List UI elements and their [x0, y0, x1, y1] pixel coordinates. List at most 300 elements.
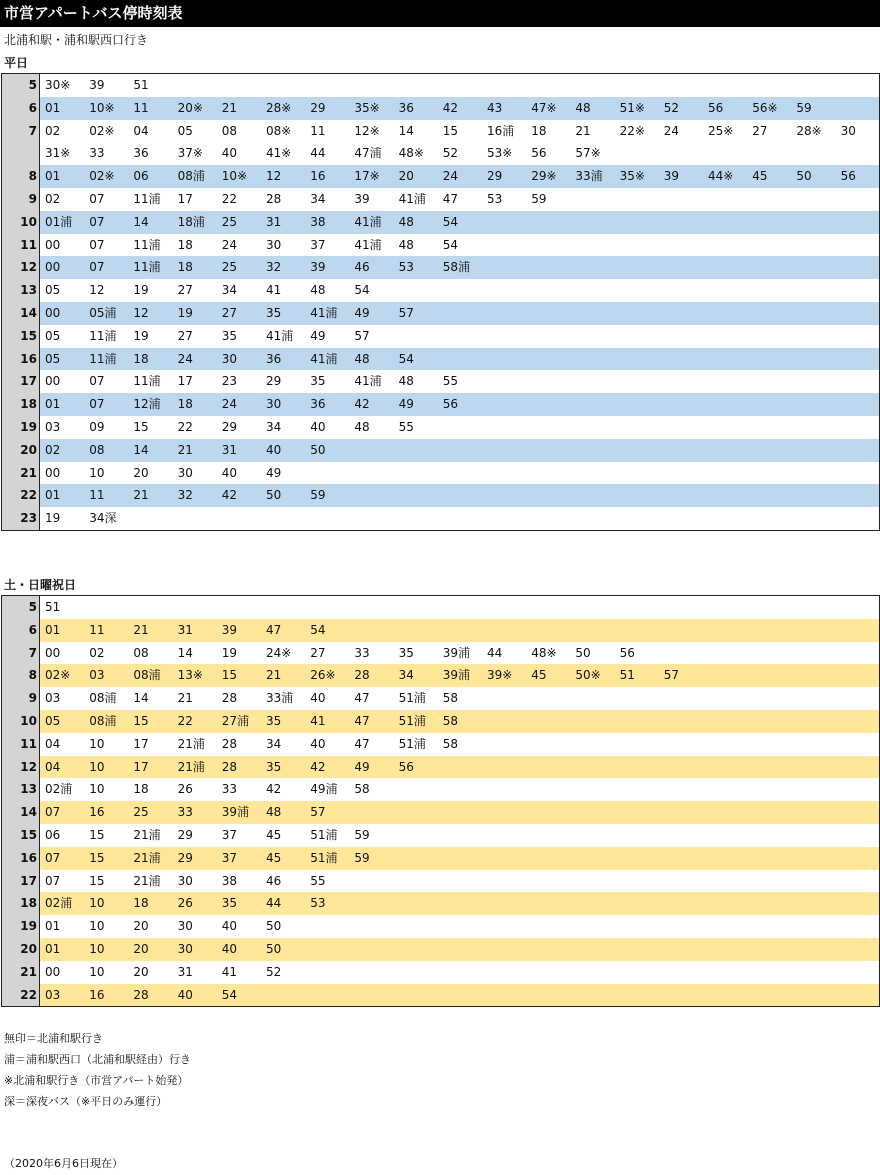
departure-minute: 11 [310, 123, 326, 138]
departure-minute: 34 [221, 283, 238, 298]
departure-minute: 12 [266, 169, 282, 184]
departure-minute: 31 [177, 964, 193, 979]
departure-minute: 21浦 [177, 759, 205, 774]
departure-minute: 30 [177, 941, 193, 956]
departure-minute: 04 [45, 759, 61, 774]
timetable-row [2, 619, 879, 642]
hour-cell: 13 [2, 778, 40, 801]
departure-minute: 58 [442, 713, 459, 728]
departure-minute: 20 [133, 964, 149, 979]
timetable-row [2, 824, 879, 847]
departure-minute: 34 [266, 736, 282, 751]
departure-minute: 20 [398, 169, 414, 184]
departure-minute: 57 [354, 328, 370, 343]
hour-cell: 15 [2, 325, 40, 348]
departure-minute: 16浦 [487, 123, 515, 138]
hour-cell: 10 [2, 710, 40, 733]
departure-minute: 15 [442, 123, 459, 138]
departure-minute: 42 [221, 488, 238, 503]
departure-minute: 03 [45, 987, 61, 1002]
timetable-row [2, 97, 879, 120]
departure-minute: 07 [89, 397, 105, 412]
timetable-row [2, 234, 879, 257]
departure-minute: 48※ [398, 146, 424, 161]
departure-minute: 57 [398, 305, 414, 320]
hour-cell: 17 [2, 870, 40, 893]
timetable-row [2, 778, 879, 801]
departure-minute: 22 [177, 419, 193, 434]
departure-minute: 19 [133, 328, 149, 343]
departure-minute: 02浦 [45, 782, 73, 797]
timetable-row [2, 348, 879, 371]
departure-minute: 02 [45, 123, 61, 138]
timetable-row [2, 302, 879, 325]
departure-minute: 42 [354, 397, 370, 412]
departure-minute: 49 [398, 397, 414, 412]
departure-minute: 05 [45, 328, 61, 343]
departure-minute: 19 [177, 305, 193, 320]
departure-minute: 34深 [89, 511, 117, 526]
departure-minute: 58 [442, 736, 459, 751]
departure-minute: 19 [133, 283, 149, 298]
departure-minute: 34 [266, 419, 282, 434]
departure-minute: 12※ [354, 123, 380, 138]
departure-minute: 59 [354, 827, 370, 842]
departure-minute: 12 [133, 305, 149, 320]
departure-minute: 55 [398, 419, 414, 434]
departure-minute: 35 [221, 896, 238, 911]
hour-cell: 16 [2, 847, 40, 870]
departure-minute: 14 [133, 214, 149, 229]
hour-cell: 18 [2, 892, 40, 915]
departure-minute: 22 [221, 191, 238, 206]
departure-minute: 53 [487, 191, 503, 206]
timetable-row [2, 756, 879, 779]
departure-minute: 08浦 [133, 668, 161, 683]
departure-minute: 41浦 [310, 351, 338, 366]
hour-cell: 17 [2, 370, 40, 393]
hour-cell: 23 [2, 507, 40, 530]
departure-minute: 35※ [619, 169, 645, 184]
departure-minute: 49浦 [310, 782, 338, 797]
departure-minute: 47 [442, 191, 459, 206]
departure-minute: 49 [354, 759, 370, 774]
departure-minute: 42 [442, 100, 459, 115]
departure-minute: 10 [89, 964, 105, 979]
timetable-row [2, 642, 879, 665]
departure-minute: 51※ [619, 100, 645, 115]
departure-minute: 01 [45, 622, 61, 637]
timetable-row [2, 165, 879, 188]
departure-minute: 51浦 [398, 736, 426, 751]
departure-minute: 23 [221, 374, 238, 389]
departure-minute: 15 [89, 827, 105, 842]
timetable-row [2, 74, 879, 97]
departure-minute: 56 [619, 645, 635, 660]
departure-minute: 26 [177, 896, 193, 911]
timetable-row [2, 142, 879, 165]
departure-minute: 15 [89, 850, 105, 865]
departure-minute: 49 [310, 328, 326, 343]
departure-minute: 54 [354, 283, 370, 298]
departure-minute: 36 [398, 100, 414, 115]
hour-cell: 11 [2, 733, 40, 756]
departure-minute: 24 [221, 397, 238, 412]
departure-minute: 52 [266, 964, 282, 979]
departure-minute: 39浦 [221, 805, 250, 820]
departure-minute: 12 [89, 283, 105, 298]
departure-minute: 45 [531, 668, 547, 683]
departure-minute: 05 [45, 283, 61, 298]
departure-minute: 55 [310, 873, 326, 888]
timetable-row [2, 416, 879, 439]
holiday-section-label: 土・日曜祝日 [4, 578, 77, 592]
departure-minute: 50 [310, 442, 326, 457]
legend-notes [4, 1028, 191, 1112]
departure-minute: 06 [45, 827, 61, 842]
departure-minute: 31※ [45, 146, 71, 161]
departure-minute: 15 [221, 668, 238, 683]
departure-minute: 08浦 [89, 713, 117, 728]
departure-minute: 56 [442, 397, 459, 412]
departure-minute: 44 [266, 896, 282, 911]
departure-minute: 47※ [531, 100, 557, 115]
departure-minute: 18浦 [177, 214, 205, 229]
departure-minute: 41※ [266, 146, 292, 161]
departure-minute: 14 [398, 123, 414, 138]
departure-minute: 11浦 [89, 328, 117, 343]
departure-minute: 27 [177, 283, 193, 298]
departure-minute: 54 [442, 237, 459, 252]
departure-minute: 06 [133, 169, 149, 184]
departure-minute: 21 [133, 622, 149, 637]
hour-cell: 18 [2, 393, 40, 416]
departure-minute: 27 [310, 645, 326, 660]
departure-minute: 40 [310, 419, 326, 434]
departure-minute: 51浦 [398, 691, 426, 706]
departure-minute: 58 [354, 782, 370, 797]
departure-minute: 41浦 [354, 374, 382, 389]
departure-minute: 51 [45, 600, 61, 614]
departure-minute: 01浦 [45, 214, 73, 229]
departure-minute: 33浦 [266, 691, 294, 706]
departure-minute: 40 [221, 919, 238, 934]
departure-minute: 35 [398, 645, 414, 660]
departure-minute: 52 [442, 146, 459, 161]
departure-minute: 40 [177, 987, 193, 1002]
departure-minute: 40 [221, 941, 238, 956]
departure-minute: 15 [133, 713, 149, 728]
departure-minute: 00 [45, 260, 61, 275]
departure-minute: 37 [221, 850, 238, 865]
departure-minute: 12浦 [133, 397, 161, 412]
departure-minute: 17※ [354, 169, 380, 184]
departure-minute: 30 [177, 919, 193, 934]
departure-minute: 39浦 [442, 668, 471, 683]
departure-minute: 59 [796, 100, 812, 115]
departure-minute: 01 [45, 397, 61, 412]
departure-minute: 52 [663, 100, 680, 115]
departure-minute: 08浦 [89, 691, 117, 706]
departure-minute: 39浦 [442, 645, 471, 660]
hour-cell: 8 [2, 664, 40, 687]
timetable-row [2, 484, 879, 507]
departure-minute: 30 [266, 237, 282, 252]
departure-minute: 03 [89, 668, 105, 683]
departure-minute: 10※ [89, 100, 115, 115]
departure-minute: 53※ [487, 146, 513, 161]
departure-minute: 30 [840, 123, 856, 138]
departure-minute: 03 [45, 419, 61, 434]
departure-minute: 21 [133, 488, 149, 503]
timetable-row [2, 733, 879, 756]
departure-minute: 51浦 [398, 713, 426, 728]
departure-minute: 08 [133, 645, 149, 660]
departure-minute: 53 [398, 260, 414, 275]
timetable-row [2, 847, 879, 870]
departure-minute: 35 [266, 713, 282, 728]
departure-minute: 41浦 [398, 191, 426, 206]
departure-minute: 02 [45, 191, 61, 206]
departure-minute: 37 [310, 237, 326, 252]
departure-minute: 31 [266, 214, 282, 229]
departure-minute: 41浦 [354, 214, 382, 229]
departure-minute: 34 [310, 191, 326, 206]
departure-minute: 41 [221, 964, 238, 979]
departure-minute: 42 [310, 759, 326, 774]
departure-minute: 24 [221, 237, 238, 252]
departure-minute: 11 [89, 488, 105, 503]
timetable-row [2, 892, 879, 915]
hour-cell: 14 [2, 801, 40, 824]
departure-minute: 10 [89, 736, 105, 751]
departure-minute: 29 [266, 374, 282, 389]
departure-minute: 02 [89, 645, 105, 660]
departure-minute: 41 [266, 283, 282, 298]
hour-cell: 9 [2, 188, 40, 211]
departure-minute: 15 [89, 873, 105, 888]
departure-minute: 57 [663, 668, 680, 683]
departure-minute: 25 [221, 214, 238, 229]
weekday-timetable [1, 73, 880, 531]
timetable-row [2, 370, 879, 393]
departure-minute: 39 [89, 78, 105, 92]
departure-minute: 20 [133, 465, 149, 480]
departure-minute: 27 [221, 305, 238, 320]
timetable-row [2, 710, 879, 733]
destination-subtitle: 北浦和駅・浦和駅西口行き [4, 33, 149, 47]
departure-minute: 37※ [177, 146, 203, 161]
departure-minute: 27 [752, 123, 768, 138]
departure-minute: 48 [354, 351, 370, 366]
departure-minute: 28 [266, 191, 282, 206]
departure-minute: 22 [177, 713, 193, 728]
departure-minute: 11浦 [133, 237, 161, 252]
departure-minute: 45 [752, 169, 768, 184]
departure-minute: 07 [89, 191, 105, 206]
departure-minute: 10 [89, 896, 105, 911]
departure-minute: 34 [398, 668, 414, 683]
departure-minute: 10 [89, 759, 105, 774]
departure-minute: 00 [45, 374, 61, 389]
departure-minute: 30 [177, 465, 193, 480]
hour-cell: 19 [2, 915, 40, 938]
departure-minute: 32 [177, 488, 193, 503]
departure-minute: 00 [45, 964, 61, 979]
departure-minute: 02※ [45, 668, 71, 683]
departure-minute: 48 [266, 805, 282, 820]
hour-cell: 22 [2, 984, 40, 1007]
departure-minute: 40 [266, 442, 282, 457]
departure-minute: 10 [89, 941, 105, 956]
hour-cell: 9 [2, 687, 40, 710]
departure-minute: 51 [619, 668, 635, 683]
departure-minute: 07 [89, 374, 105, 389]
page-title: 市営アパートバス停時刻表 [0, 0, 880, 27]
timetable-row [2, 256, 879, 279]
departure-minute: 14 [177, 645, 193, 660]
departure-minute: 33 [89, 146, 105, 161]
departure-minute: 21 [221, 100, 238, 115]
hour-cell: 11 [2, 234, 40, 257]
hour-cell: 12 [2, 756, 40, 779]
hour-cell: 20 [2, 938, 40, 961]
departure-minute: 44※ [708, 169, 734, 184]
departure-minute: 35 [266, 759, 282, 774]
departure-minute: 18 [177, 237, 193, 252]
departure-minute: 39 [354, 191, 370, 206]
hour-cell: 21 [2, 961, 40, 984]
departure-minute: 00 [45, 237, 61, 252]
departure-minute: 29 [177, 827, 193, 842]
departure-minute: 45 [266, 850, 282, 865]
departure-minute: 41浦 [266, 328, 294, 343]
note-line: ※北浦和駅行き（市営アパート始発） [4, 1074, 189, 1087]
departure-minute: 04 [133, 123, 149, 138]
departure-minute: 50 [796, 169, 812, 184]
departure-minute: 01 [45, 488, 61, 503]
departure-minute: 10 [89, 919, 105, 934]
timetable-row [2, 687, 879, 710]
departure-minute: 39 [221, 622, 238, 637]
departure-minute: 35 [310, 374, 326, 389]
departure-minute: 10 [89, 465, 105, 480]
departure-minute: 40 [221, 465, 238, 480]
departure-minute: 29 [177, 850, 193, 865]
departure-minute: 22※ [619, 123, 645, 138]
departure-minute: 54 [398, 351, 414, 366]
departure-minute: 50 [266, 941, 282, 956]
timetable-row [2, 120, 879, 143]
departure-minute: 33 [177, 805, 193, 820]
holiday-timetable [1, 595, 880, 1007]
note-line: 無印＝北浦和駅行き [4, 1032, 103, 1045]
hour-cell: 22 [2, 484, 40, 507]
departure-minute: 51浦 [310, 850, 338, 865]
departure-minute: 18 [133, 896, 149, 911]
timetable-row [2, 439, 879, 462]
departure-minute: 20※ [177, 100, 203, 115]
departure-minute: 54 [221, 987, 238, 1002]
departure-minute: 47 [354, 713, 370, 728]
hour-cell: 14 [2, 302, 40, 325]
departure-minute: 16 [310, 169, 326, 184]
timetable-row [2, 801, 879, 824]
departure-minute: 10 [89, 782, 105, 797]
departure-minute: 28 [221, 691, 238, 706]
departure-minute: 20 [133, 941, 149, 956]
departure-minute: 24 [177, 351, 193, 366]
departure-minute: 48 [575, 100, 591, 115]
departure-minute: 07 [45, 873, 61, 888]
departure-minute: 54 [310, 622, 326, 637]
hour-cell: 19 [2, 416, 40, 439]
departure-minute: 26※ [310, 668, 336, 683]
departure-minute: 07 [89, 237, 105, 252]
departure-minute: 02 [45, 442, 61, 457]
departure-minute: 18 [531, 123, 547, 138]
departure-minute: 16 [89, 805, 105, 820]
departure-minute: 49 [266, 465, 282, 480]
departure-minute: 11浦 [133, 374, 161, 389]
departure-minute: 24 [663, 123, 680, 138]
hour-cell: 12 [2, 256, 40, 279]
departure-minute: 18 [133, 351, 149, 366]
departure-minute: 48 [398, 237, 414, 252]
departure-minute: 49 [354, 305, 370, 320]
departure-minute: 28※ [266, 100, 292, 115]
departure-minute: 50 [266, 488, 282, 503]
departure-minute: 29 [310, 100, 326, 115]
timetable-row [2, 915, 879, 938]
departure-minute: 46 [354, 260, 370, 275]
departure-minute: 47 [354, 736, 370, 751]
departure-minute: 51浦 [310, 827, 338, 842]
departure-minute: 42 [266, 782, 282, 797]
departure-minute: 41 [310, 713, 326, 728]
departure-minute: 35※ [354, 100, 380, 115]
note-line: 深＝深夜バス（※平日のみ運行） [4, 1095, 168, 1108]
departure-minute: 07 [45, 805, 61, 820]
departure-minute: 00 [45, 645, 61, 660]
departure-minute: 57 [310, 805, 326, 820]
hour-cell [2, 142, 40, 165]
departure-minute: 47 [266, 622, 282, 637]
departure-minute: 59 [354, 850, 370, 865]
departure-minute: 30 [221, 351, 238, 366]
departure-minute: 48※ [531, 645, 557, 660]
departure-minute: 41浦 [354, 237, 382, 252]
departure-minute: 02浦 [45, 896, 73, 911]
timetable-row [2, 393, 879, 416]
departure-minute: 28 [221, 736, 238, 751]
departure-minute: 35 [266, 305, 282, 320]
departure-minute: 05 [45, 351, 61, 366]
departure-minute: 35 [221, 328, 238, 343]
timetable-row [2, 870, 879, 893]
departure-minute: 21 [177, 691, 193, 706]
departure-minute: 09 [89, 419, 105, 434]
departure-minute: 25 [133, 805, 149, 820]
departure-minute: 31 [221, 442, 238, 457]
departure-minute: 30 [177, 873, 193, 888]
departure-minute: 48 [310, 283, 326, 298]
hour-cell: 5 [2, 596, 40, 619]
departure-minute: 48 [398, 214, 414, 229]
departure-minute: 31 [177, 622, 193, 637]
departure-minute: 11 [133, 100, 149, 115]
departure-minute: 59 [531, 191, 547, 206]
